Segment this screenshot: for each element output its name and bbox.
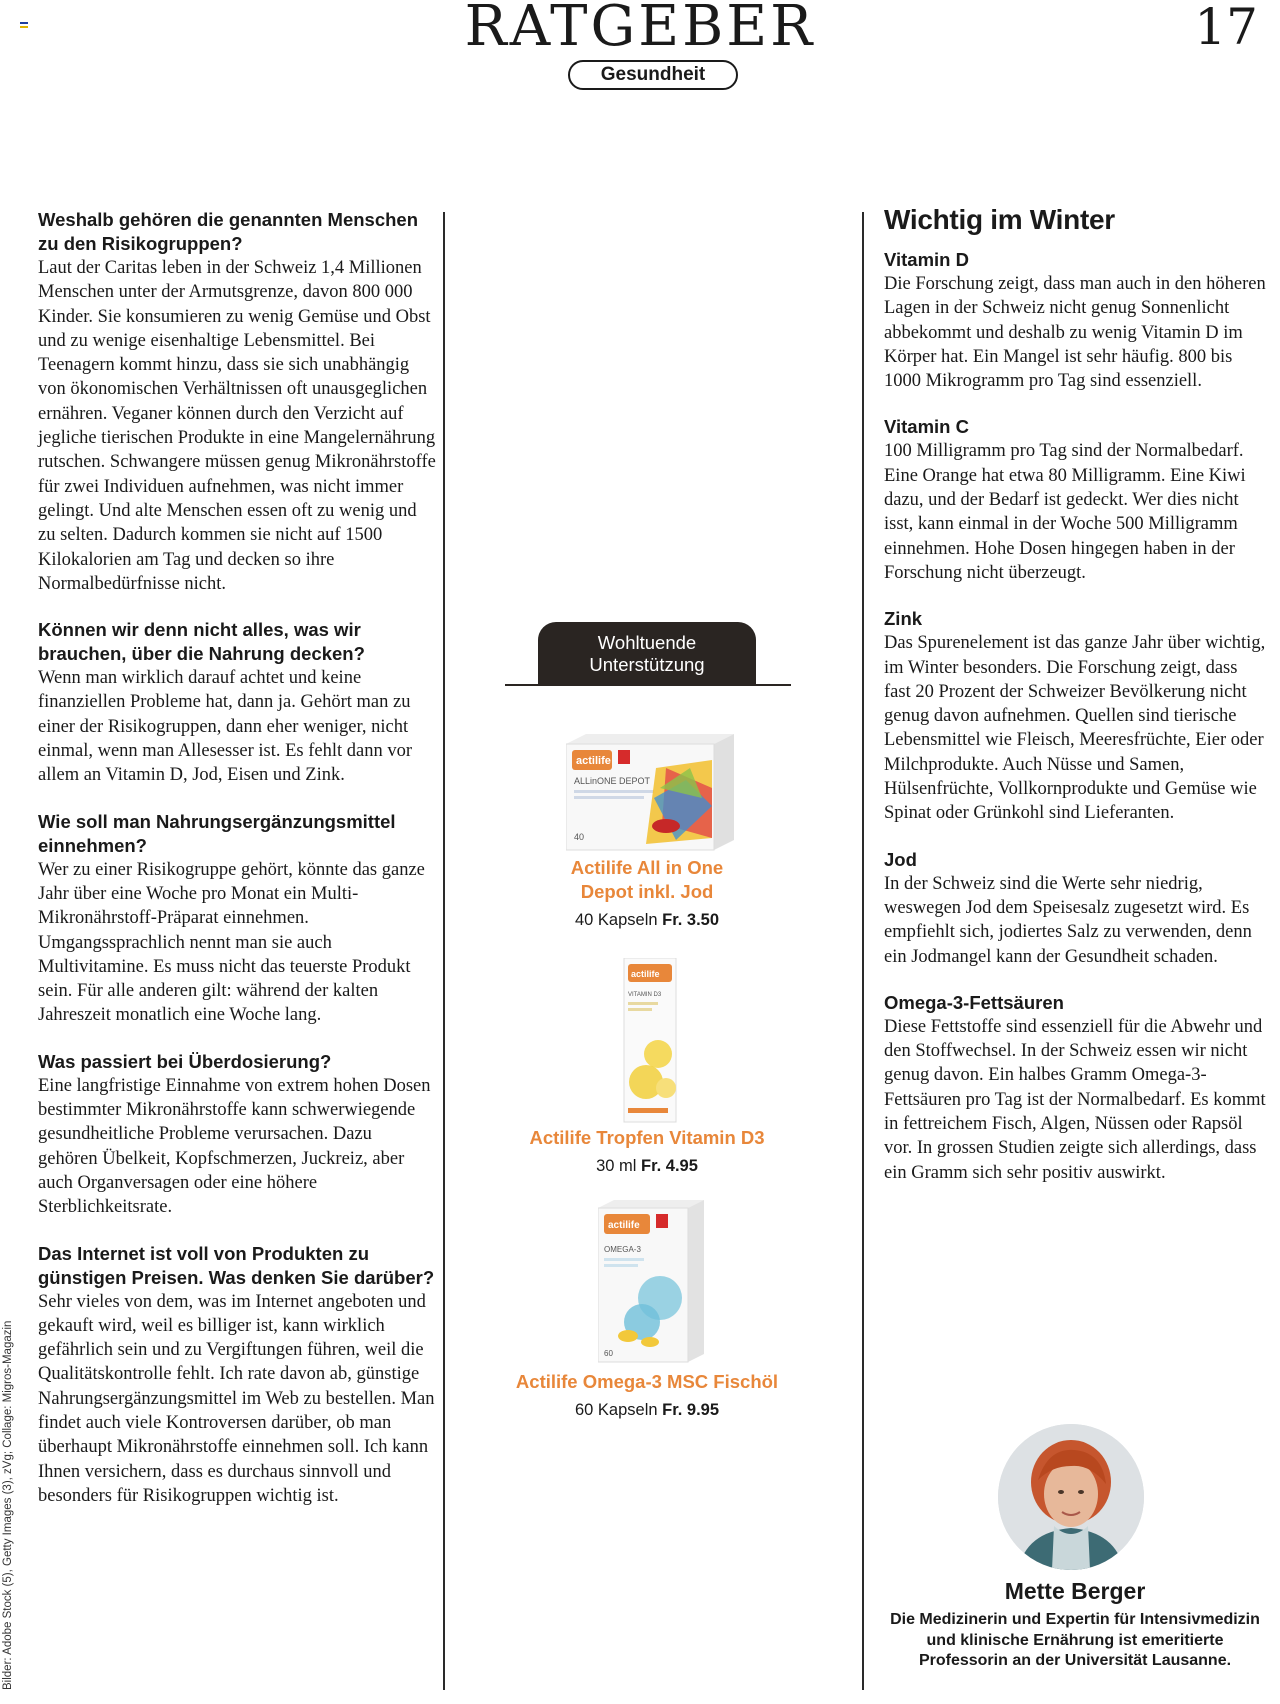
winter-text-jod: In der Schweiz sind die Werte sehr niedrig, weswegen Jod dem Speisesalz zugesetzt wird. Es empfiehlt sich, jodiertes Salz zu verwenden, denn ein Jodmangel kann der Gesundheit schaden. — [884, 873, 1252, 967]
winter-column — [884, 204, 1268, 1207]
pack-label: ALLinONE DEPOT — [574, 776, 651, 786]
winter-heading-jod: Jod — [884, 848, 917, 870]
pack-label: VITAMIN D3 — [628, 992, 662, 998]
interview-column — [38, 208, 436, 1530]
question-1: Weshalb gehören die genannten Menschen zu den Risikogruppen? — [38, 209, 418, 254]
winter-heading-omega3: Omega-3-Fettsäuren — [884, 991, 1064, 1013]
pack-count: 40 — [574, 832, 585, 842]
answer-2: Wenn man wirklich darauf achtet und keine finanziellen Probleme hat, dann ja. Gehört man zu einer der Risikogruppen, dann eher weniger, nicht einmal, wenn man Allesesser ist. Es fehlt dann vor allem an Vitamin D, Jod, Eisen und Zink. — [38, 668, 413, 786]
products-box-rule — [505, 684, 791, 686]
answer-1: Laut der Caritas leben in der Schweiz 1,4 Millionen Menschen unter der Armutsgrenze, davon 800 000 Kinder. Sie konsumieren zu wenig Gemüse und Obst und zu wenige eisenhaltige Lebensmittel. Bei Teenagern kommt hinzu, dass sie sich unabhängig von ökonomischen Verhältnissen oft unausgeglichen ernähren. Veganer können durch den Verzicht auf jegliche tierischen Produkte in eine Mangelernährung rutschen. Schwangere müssen genug Mikronährstoffe für zwei Individuen aufnehmen, was nicht immer gelingt. Und alte Menschen essen oft zu wenig und zu selten. Dadurch kommen sie nicht auf 1500 Kilokalorien am Tag und decken so ihre Normalbedürfnisse nicht. — [38, 258, 436, 594]
subsection-pill: Gesundheit — [568, 60, 738, 90]
product-info-allinone: 40 Kapseln Fr. 3.50 — [574, 911, 720, 929]
answer-4: Eine langfristige Einnahme von extrem hohen Dosen bestimmter Mikronährstoffe kann schwerwiegende gesundheitliche Probleme verursachen. Dazu gehören Übelkeit, Kopfschmerzen, Juckreiz, aber auch Organversagen oder eine höhere Sterblichkeitsrate. — [38, 1075, 431, 1218]
section-title: RATGEBER — [464, 0, 816, 59]
winter-heading-zink: Zink — [884, 608, 923, 630]
answer-5: Sehr vieles von dem, was im Internet angeboten und gekauft wird, weil es billiger ist, kann wirklich gefährlich sein und zu Vergiftungen führen, weil die Qualitätskontrolle fehlt. Ich rate davon ab, günstige Nahrungsergänzungsmittel im Web zu bestellen. Man findet auch viele Kontroversen darüber, ob man überhaupt Mikronährstoffe einnehmen soll. Ich kann Ihnen versichern, dass es durchaus sinnvoll und besonders für Risikogruppen wichtig ist. — [38, 1291, 435, 1506]
pack-brand: actilife — [576, 755, 611, 767]
expert-bio: Die Medizinerin und Expertin für Intensivmedizin und klinische Ernährung ist emeritierte Professorin an der Universität Lausanne. — [890, 1611, 1260, 1669]
product-image-vitamin-d3 — [622, 958, 680, 1124]
product-name-allinone: Actilife All in One Depot inkl. Jod — [570, 857, 724, 902]
question-4: Was passiert bei Überdosierung? — [38, 1050, 332, 1072]
answer-3: Wer zu einer Risikogruppe gehört, könnte das ganze Jahr über eine Woche pro Monat ein Multi-Mikronährstoff-Präparat einnehmen. Umgangssprachlich nennt man sie auch Multivitamine. Es muss nicht das teuerste Produkt sein. Für alle anderen gilt: während der kalten Jahreszeit monatlich eine Woche lang. — [38, 859, 425, 1026]
winter-heading-vitamin-d: Vitamin D — [884, 249, 969, 270]
products-box-title: Wohltuende Unterstützung — [538, 622, 756, 686]
pack-brand: actilife — [631, 969, 660, 979]
winter-text-vitamin-d: Die Forschung zeigt, dass man auch in den höheren Lagen in der Schweiz nicht genug Sonnenlicht abbekommt und deshalb zu wenig Vitamin D im Körper hat. Ein Mangel ist sehr häufig. 800 bis 1000 Mikrogramm pro Tag sind essenziell. — [884, 274, 1266, 392]
pack-brand: actilife — [608, 1220, 640, 1231]
winter-title: Wichtig im Winter — [884, 204, 1115, 235]
product-name-vitamin-d3: Actilife Tropfen Vitamin D3 — [529, 1127, 765, 1148]
question-3: Wie soll man Nahrungsergänzungsmittel einnehmen? — [38, 810, 396, 856]
question-5: Das Internet ist voll von Produkten zu günstigen Preisen. Was denken Sie darüber? — [38, 1242, 435, 1288]
product-info-omega3: 60 Kapseln Fr. 9.95 — [574, 1401, 720, 1419]
expert-name: Mette Berger — [1004, 1578, 1146, 1604]
product-name-omega3: Actilife Omega-3 MSC Fischöl — [515, 1371, 779, 1392]
winter-text-zink: Das Spurenelement ist das ganze Jahr über wichtig, im Winter besonders. Die Forschung zeigt, dass fast 20 Prozent der Schweizer Bevölkerung nicht genug davon aufnehmen. Quellen sind tierische Lebensmittel wie Fleisch, Meeresfrüchte, Eier oder Milchprodukte. Auch Nüsse und Samen, Hülsenfrüchte, Vollkornprodukte und Gemüse wie Spinat oder Grünkohl sind Lieferanten. — [884, 633, 1266, 824]
question-2: Können wir denn nicht alles, was wir brauchen, über die Nahrung decken? — [38, 619, 365, 665]
product-image-allinone — [566, 728, 734, 854]
column-divider-right — [862, 212, 864, 1690]
page-number: 17 — [1194, 0, 1258, 56]
winter-heading-vitamin-c: Vitamin C — [884, 416, 969, 438]
pack-label: OMEGA-3 — [604, 1245, 641, 1254]
image-credit: Bilder: Adobe Stock (5), Getty Images (3), zVg; Collage: Migros-Magazin — [2, 1320, 14, 1690]
winter-text-vitamin-c: 100 Milligramm pro Tag sind der Normalbedarf. Eine Orange hat etwa 80 Milligramm. Eine Kiwi dazu, und der Bedarf ist gedeckt. Wer dies nicht isst, kann einmal in der Woche 500 Milligramm einnehmen. Hohe Dosen hingegen haben in der Forschung nicht überzeugt. — [884, 441, 1246, 583]
winter-text-omega3: Diese Fettstoffe sind essenziell für die Abwehr und den Stoffwechsel. In der Schweiz essen wir nicht genug davon. Ein halbes Gramm Omega-3-Fettsäuren pro Tag ist der Normalbedarf. Es kommt in fettreichem Fisch, Algen, Nüssen oder Rapsöl vor. In grossen Studien zeigte sich allerdings, dass ein Gramm sich sehr positiv auswirkt. — [884, 1016, 1266, 1183]
product-image-omega3 — [598, 1198, 704, 1364]
column-divider-left — [443, 212, 445, 1690]
pack-count: 60 — [604, 1349, 613, 1358]
product-info-vitamin-d3: 30 ml Fr. 4.95 — [596, 1157, 698, 1175]
expert-photo — [998, 1424, 1144, 1570]
